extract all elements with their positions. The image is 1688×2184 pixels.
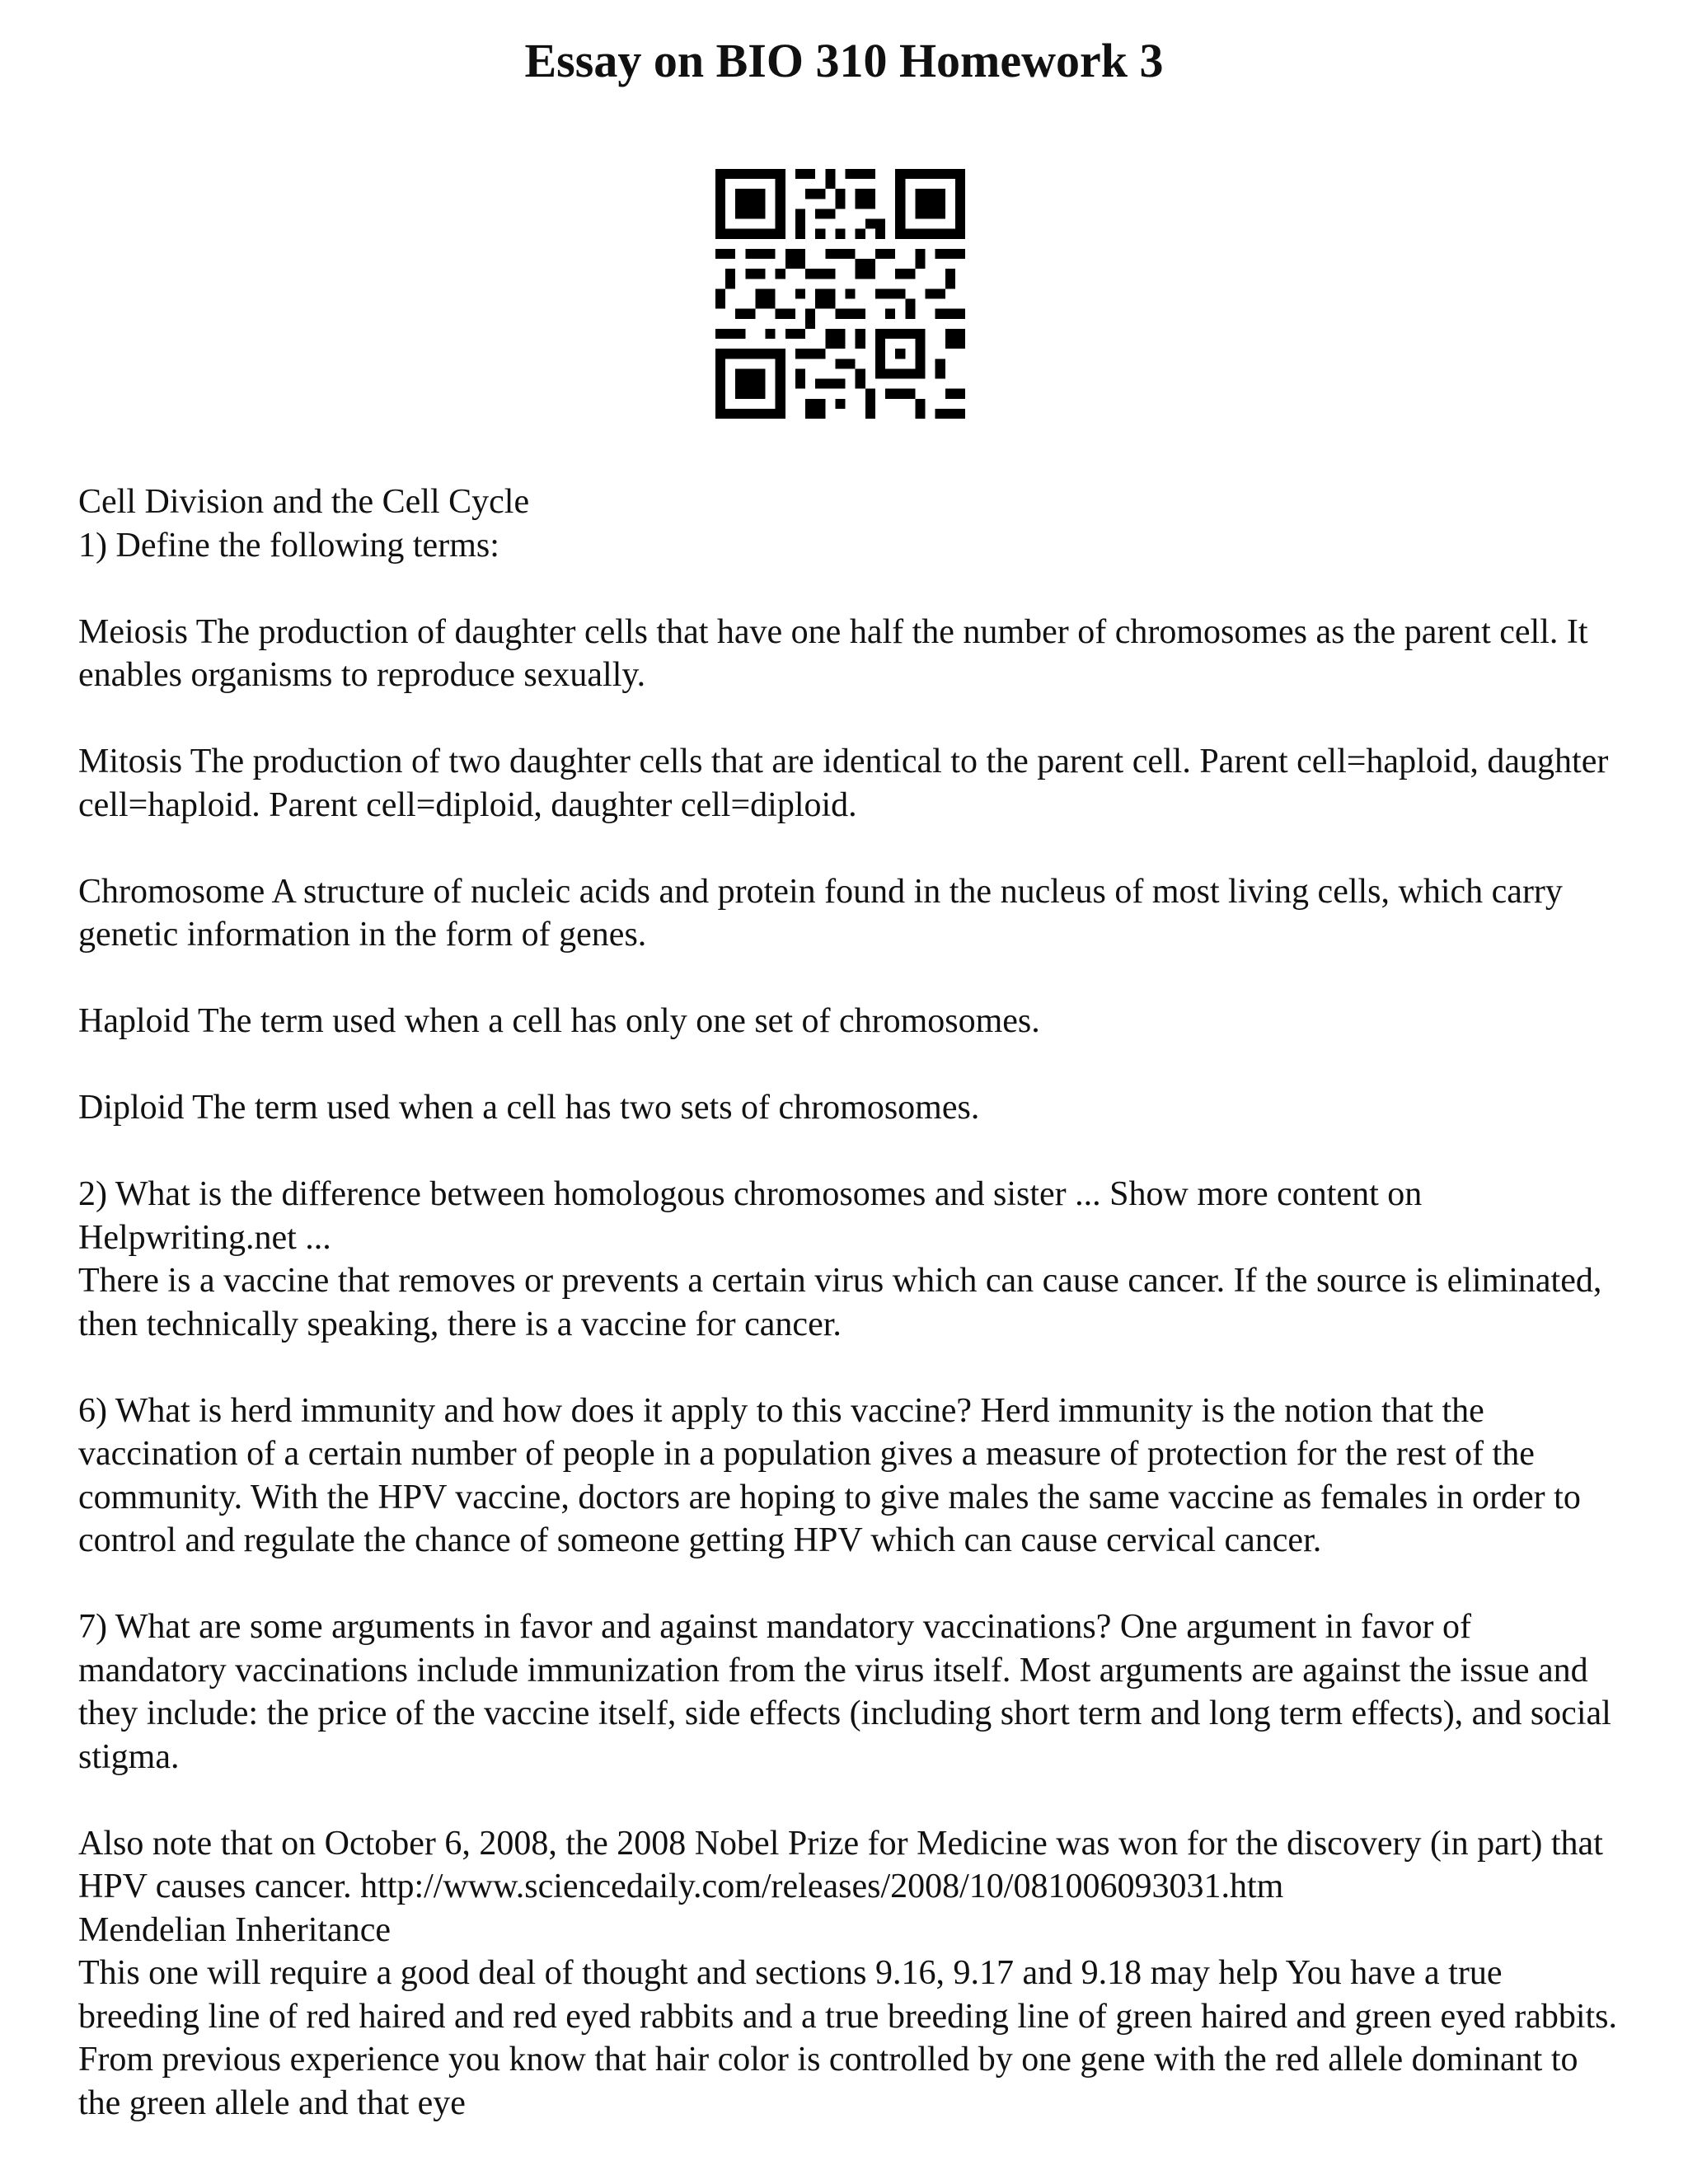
paragraph-spacer [78,827,1628,870]
paragraph-spacer [78,1779,1628,1822]
paragraph-spacer [78,697,1628,741]
definition-chromosome: Chromosome A structure of nucleic acids and protein found in the nucleus of most living cells, which carry genetic information in the form of genes. [78,872,1563,954]
section-heading-mendelian: Mendelian Inheritance [78,1910,391,1949]
paragraph-spacer [78,1043,1628,1087]
definition-mitosis: Mitosis The production of two daughter cells that are identical to the parent cell. Parent cell=haploid, daughter cell=haploid. Parent cell=diploid, daughter cell=diploid. [78,743,1609,824]
nobel-note: Also note that on October 6, 2008, the 2008 Nobel Prize for Medicine was won for the discovery (in part) that HPV causes cancer. http://www.sciencedaily.com/releases/2008/10/081006093031.htm [78,1824,1603,1905]
definition-meiosis: Meiosis The production of daughter cells that have one half the number of chromosomes as the parent cell. It enables organisms to reproduce sexually. [78,612,1588,694]
section-heading-cell-division: Cell Division and the Cell Cycle [78,483,530,521]
question-1: 1) Define the following terms: [78,526,499,565]
document-title: Essay on BIO 310 Homework 3 [524,34,1164,87]
essay-body [78,480,1628,2125]
question-2: 2) What is the difference between homologous chromosomes and sister ... Show more content on Helpwriting.net ... [78,1175,1423,1257]
definition-haploid: Haploid The term used when a cell has only one set of chromosomes. [78,1002,1040,1040]
paragraph-spacer [78,567,1628,611]
mendelian-problem: This one will require a good deal of thought and sections 9.16, 9.17 and 9.18 may help You have a true breeding line of red haired and red eyed rabbits and a true breeding line of green haired and green eyed rabbits. From previous experience you know that hair color is controlled by one gene with the red allele dominant to the green allele and that eye [78,1954,1618,2122]
paragraph-spacer [78,1130,1628,1174]
paragraph-spacer [78,957,1628,1001]
definition-diploid: Diploid The term used when a cell has two sets of chromosomes. [78,1089,980,1127]
paragraph-spacer [78,1346,1628,1390]
question-6: 6) What is herd immunity and how does it apply to this vaccine? Herd immunity is the notion that the vaccination of a certain number of people in a population gives a measure of protection for the rest of the community. With the HPV vaccine, doctors are hoping to give males the same vaccine as females in order to control and regulate the chance of someone getting HPV which can cause cervical cancer. [78,1391,1581,1559]
question-7: 7) What are some arguments in favor and against mandatory vaccinations? One argument in favor of mandatory vaccinations include immunization from the virus itself. Most arguments are against the issue and they include: the price of the vaccine itself, side effects (including short term and long term effects), and social stigma. [78,1608,1611,1776]
paragraph-spacer [78,1563,1628,1606]
qr-code-icon [715,169,965,419]
vaccine-cancer-paragraph: There is a vaccine that removes or prevents a certain virus which can cause cancer. If the source is eliminated, then technically speaking, there is a vaccine for cancer. [78,1262,1602,1343]
